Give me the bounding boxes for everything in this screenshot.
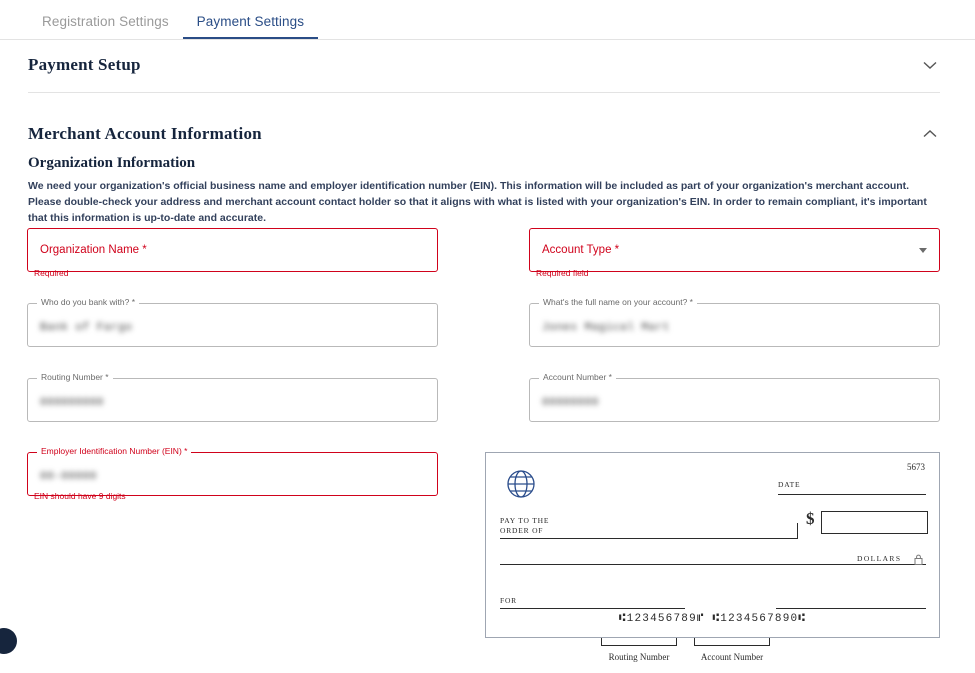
routing-number-value: 000000000 <box>40 397 104 409</box>
amount-box <box>821 511 928 534</box>
ein-helper: EIN should have 9 digits <box>34 491 126 501</box>
signature-line <box>776 608 926 609</box>
globe-icon <box>504 467 538 501</box>
payee-line-tick <box>797 523 798 539</box>
account-holder-name-label: What's the full name on your account? * <box>539 297 697 307</box>
check-illustration <box>485 452 940 638</box>
payment-setup-title: Payment Setup <box>28 55 141 74</box>
bank-name-value: Bank of Fargo <box>40 322 133 334</box>
dollars-label: DOLLARS <box>857 554 902 563</box>
amount-words-line <box>500 564 926 565</box>
dollar-sign: $ <box>806 509 815 528</box>
ein-value: 00-00000 <box>40 471 97 483</box>
for-label: FOR <box>500 596 517 605</box>
routing-number-field[interactable] <box>27 372 438 422</box>
tab-registration-settings[interactable]: Registration Settings <box>28 14 183 39</box>
account-holder-name-value: Jones Magical Mart <box>542 322 670 334</box>
date-label: DATE <box>778 480 801 489</box>
chevron-up-icon[interactable] <box>920 124 940 144</box>
check-number: 5673 <box>907 462 925 472</box>
account-type-select[interactable] <box>529 228 940 272</box>
organization-name-label: Organization Name * <box>40 244 147 256</box>
bank-name-field[interactable] <box>27 297 438 347</box>
account-holder-name-field[interactable] <box>529 297 940 347</box>
merchant-account-title: Merchant Account Information <box>28 124 262 143</box>
routing-number-label: Routing Number * <box>37 372 113 382</box>
account-type-helper: Required field <box>536 268 589 278</box>
order-of-label: ORDER OF <box>500 526 544 535</box>
account-number-field[interactable] <box>529 372 940 422</box>
date-line <box>778 494 926 495</box>
section-divider <box>28 92 940 93</box>
memo-line <box>500 608 685 609</box>
pay-to-the-label: PAY TO THE <box>500 516 550 525</box>
organization-name-field[interactable] <box>27 228 438 272</box>
payment-setup-section-header[interactable] <box>28 55 940 75</box>
ein-field[interactable] <box>27 446 438 496</box>
account-type-label: Account Type * <box>542 244 620 256</box>
chevron-down-icon[interactable] <box>920 55 940 75</box>
help-bubble-icon[interactable] <box>0 628 17 654</box>
payee-line <box>500 538 798 539</box>
merchant-account-section-header[interactable] <box>28 124 940 144</box>
routing-number-caption: Routing Number <box>608 652 670 662</box>
organization-information-subtitle: Organization Information <box>28 155 196 171</box>
chevron-down-icon[interactable] <box>919 248 927 253</box>
account-number-value: 00000000 <box>542 397 599 409</box>
organization-description: We need your organization's official business name and employer identification number (EIN). This information will be included as part of your organization's merchant account. Please double-check your address and merchant account contact holder so that it aligns with what is listed with your organization's EIN. In order to remain compliant, it's important that this information is up-to-date and accurate. <box>28 180 927 224</box>
account-number-bracket <box>694 638 770 646</box>
account-number-caption: Account Number <box>700 652 764 662</box>
routing-number-bracket <box>601 638 677 646</box>
organization-name-helper: Required <box>34 268 69 278</box>
bank-name-label: Who do you bank with? * <box>37 297 139 307</box>
tab-payment-settings[interactable]: Payment Settings <box>183 14 318 39</box>
settings-tabs <box>0 0 975 40</box>
lock-icon <box>914 552 923 570</box>
account-number-label: Account Number * <box>539 372 616 382</box>
micr-line: ⑆123456789⑈ ⑆1234567890⑆ <box>618 613 807 625</box>
ein-label: Employer Identification Number (EIN) * <box>37 446 191 456</box>
